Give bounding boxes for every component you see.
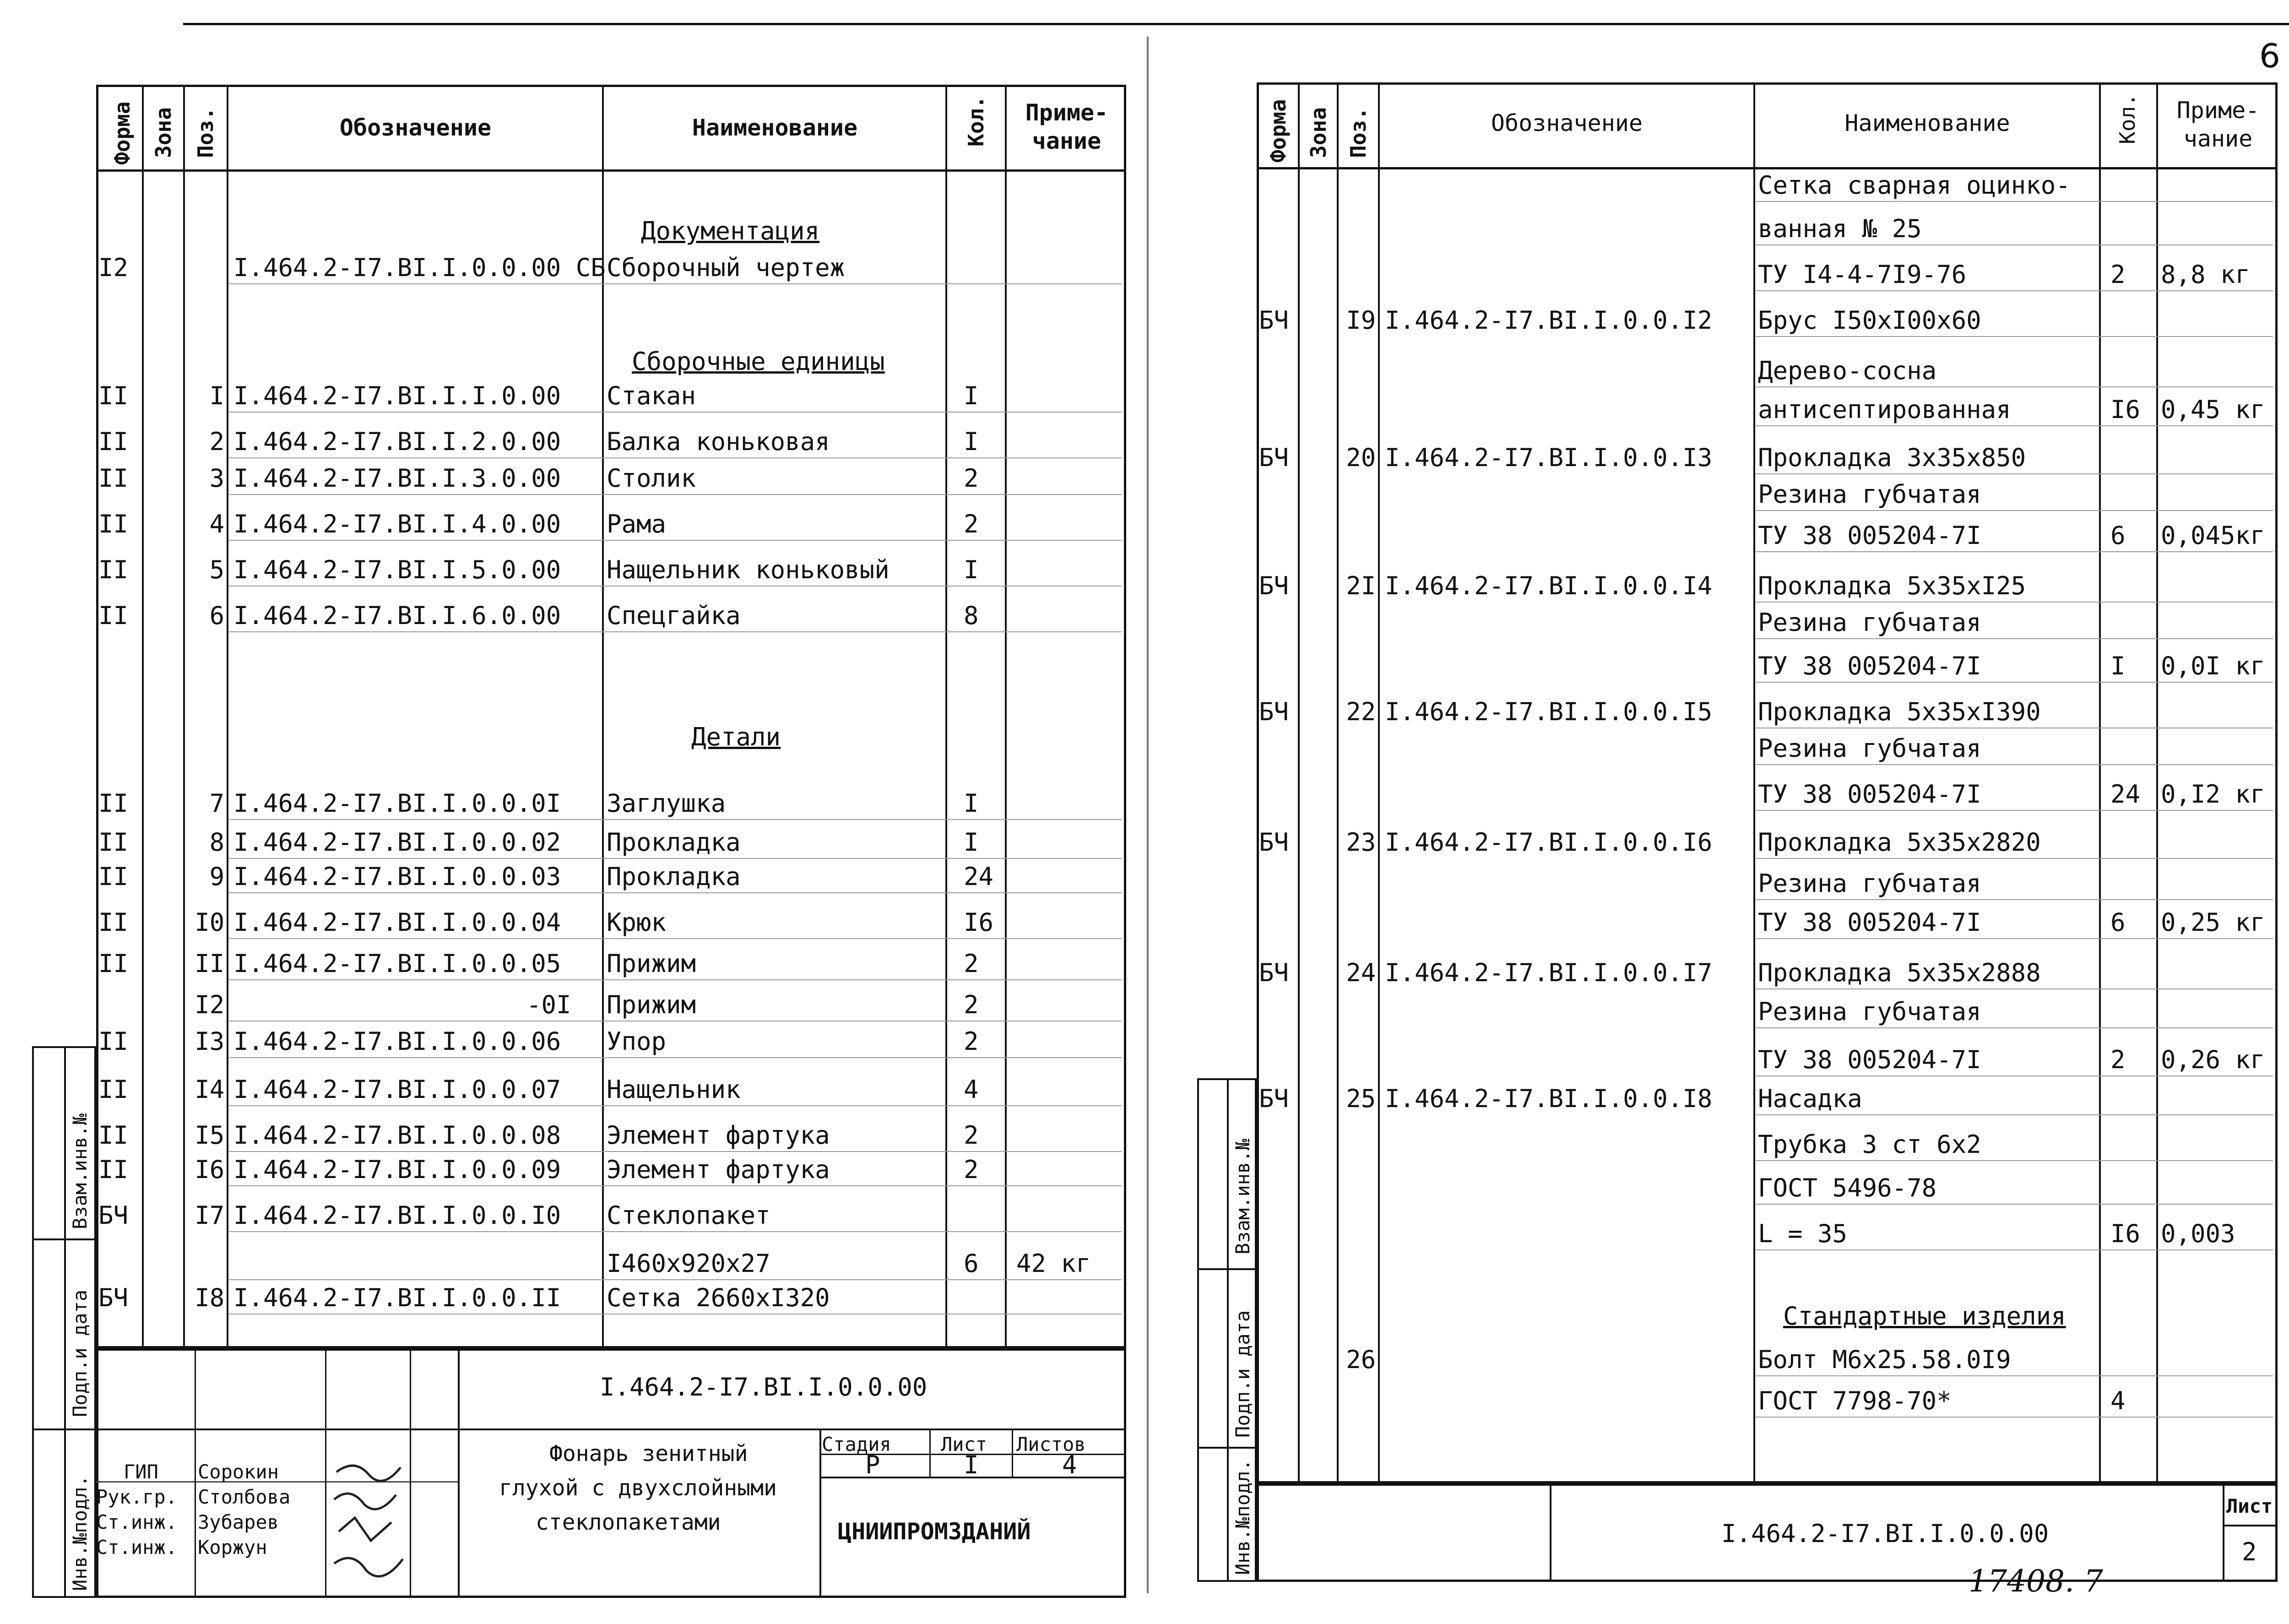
row-name: I460x920x27: [607, 1249, 770, 1278]
row-position: 8: [209, 828, 225, 857]
row-note: 0,26 кг: [2161, 1045, 2265, 1074]
row-position: I0: [195, 908, 225, 937]
row-quantity: I6: [964, 908, 994, 937]
row-name: антисептированная: [1758, 395, 2011, 424]
row-rule: [229, 494, 1122, 495]
row-rule: [1756, 473, 2273, 474]
row-rule: [1756, 1114, 2273, 1115]
row-rule: [1756, 510, 2273, 511]
row-designation: I.464.2-I7.BI.I.I.0.00: [233, 381, 561, 410]
row-format: БЧ: [1259, 1084, 1289, 1113]
header-name: Наименование: [692, 114, 858, 141]
row-designation: I.464.2-I7.BI.I.0.0.I2: [1385, 306, 1713, 335]
stamp-inv-replace: Взам.инв.№: [1231, 1139, 1254, 1255]
row-format: II: [98, 1027, 129, 1056]
signatory-name-2: Столбова: [198, 1486, 291, 1508]
row-name: Резина губчатая: [1758, 608, 1981, 637]
row-designation: I.464.2-I7.BI.I.0.0.08: [233, 1121, 561, 1150]
center-divider: [1147, 37, 1149, 1593]
footer-code: I.464.2-I7.BI.I.0.0.00: [1721, 1519, 2049, 1548]
row-format: БЧ: [1259, 443, 1289, 472]
row-name: ГОСТ 7798-70*: [1758, 1386, 1952, 1415]
row-name: Прокладка 5x35x2820: [1758, 828, 2041, 857]
stamp-sign-date: Подп.и дата: [69, 1289, 91, 1417]
row-name: Элемент фартука: [607, 1121, 830, 1150]
row-rule: [1756, 858, 2273, 859]
row-designation: I.464.2-I7.BI.I.0.0.II: [233, 1283, 561, 1312]
row-format: II: [98, 427, 129, 456]
row-designation: I.464.2-I7.BI.I.0.0.07: [233, 1075, 561, 1104]
row-position: II: [195, 949, 225, 978]
row-name: ТУ 38 005204-7I: [1758, 652, 1981, 680]
row-format: II: [98, 908, 129, 937]
row-rule: [229, 1151, 1122, 1152]
top-rule: [183, 23, 2289, 25]
row-name: ванная № 25: [1758, 214, 1922, 243]
title-line-2: глухой с двухслойными: [499, 1475, 777, 1501]
row-position: I: [209, 381, 225, 410]
header-designation: Обозначение: [339, 114, 492, 141]
row-format: II: [98, 1155, 129, 1184]
row-format: БЧ: [98, 1283, 129, 1312]
row-format: II: [98, 949, 129, 978]
row-position: I2: [195, 990, 225, 1019]
header-zone: Зона: [1306, 107, 1331, 158]
row-rule: [1756, 602, 2273, 603]
row-format: БЧ: [1259, 697, 1289, 726]
row-rule: [1756, 551, 2273, 552]
row-designation: I.464.2-I7.BI.I.0.0.02: [233, 828, 561, 857]
row-rule: [1756, 425, 2273, 426]
row-name: Прокладка 3x35x850: [1758, 443, 2026, 472]
row-quantity: 6: [964, 1249, 979, 1278]
organization: ЦНИИПРОМЗДАНИЙ: [838, 1518, 1031, 1545]
row-rule: [1756, 201, 2273, 202]
row-designation: I.464.2-I7.BI.I.3.0.00: [233, 464, 561, 493]
row-name: Прижим: [607, 990, 696, 1019]
row-name: ТУ 38 005204-7I: [1758, 908, 1981, 937]
row-name: Сетка 2660xI320: [607, 1283, 830, 1312]
row-position: 26: [1346, 1345, 1376, 1374]
section-standard-items: Стандартные изделия: [1783, 1302, 2066, 1331]
row-note: 0,0I кг: [2161, 652, 2265, 680]
row-rule: [1756, 1075, 2273, 1076]
row-designation: I.464.2-I7.BI.I.0.0.I3: [1385, 443, 1713, 472]
row-designation: I.464.2-I7.BI.I.0.0.06: [233, 1027, 561, 1056]
header-qty: Кол.: [2115, 93, 2140, 144]
row-quantity: I: [2110, 652, 2126, 680]
row-position: I3: [195, 1027, 225, 1056]
header-zone: Зона: [151, 107, 176, 158]
row-name: Трубка 3 ст 6x2: [1758, 1130, 1981, 1159]
row-format: II: [98, 510, 129, 538]
row-rule: [1756, 1417, 2273, 1418]
row-note: 0,003: [2161, 1219, 2235, 1248]
row-designation: I.464.2-I7.BI.I.0.0.I4: [1385, 571, 1713, 600]
row-rule: [1756, 938, 2273, 939]
row-name: Столик: [607, 464, 696, 493]
row-note: 0,25 кг: [2161, 908, 2265, 937]
signatory-role-2: Рук.гр.: [96, 1486, 178, 1508]
row-designation: I.464.2-I7.BI.I.0.0.I8: [1385, 1084, 1713, 1113]
row-designation: I.464.2-I7.BI.I.4.0.00: [233, 510, 561, 538]
row-position: 2I: [1346, 571, 1376, 600]
row-name: L = 35: [1758, 1219, 1848, 1248]
row-position: 20: [1346, 443, 1376, 472]
row-format: БЧ: [98, 1201, 129, 1230]
header-format: Форма: [110, 101, 135, 165]
row-position: I8: [195, 1283, 225, 1312]
row-designation: I.464.2-I7.BI.I.0.0.I0: [233, 1201, 561, 1230]
row-quantity: I: [964, 555, 979, 584]
row-quantity: 4: [2110, 1386, 2126, 1415]
stamp-inv-replace: Взам.инв.№: [69, 1113, 91, 1229]
row-format: II: [98, 464, 129, 493]
row-name: Нащельник коньковый: [607, 555, 890, 584]
row-name: Болт М6x25.58.0I9: [1758, 1345, 2011, 1374]
row-designation: I.464.2-I7.BI.I.0.0.04: [233, 908, 561, 937]
row-designation: I.464.2-I7.BI.I.0.0.03: [233, 862, 561, 891]
row-name: Упор: [607, 1027, 667, 1056]
row-rule: [229, 819, 1122, 820]
header-qty: Кол.: [964, 96, 988, 147]
stage-value: Р: [865, 1450, 880, 1479]
row-rule: [229, 540, 1122, 541]
row-format: II: [98, 1121, 129, 1150]
row-name: Стакан: [607, 381, 696, 410]
row-format: II: [98, 789, 129, 818]
row-name: Дерево-сосна: [1758, 356, 1937, 385]
row-quantity: I: [964, 381, 979, 410]
row-name: Брус I50xI00x60: [1758, 306, 1981, 335]
row-position: I7: [195, 1201, 225, 1230]
row-name: ТУ 38 005204-7I: [1758, 780, 1981, 809]
row-rule: [1756, 682, 2273, 683]
row-format: БЧ: [1259, 958, 1289, 987]
title-line-1: Фонарь зенитный: [549, 1441, 748, 1466]
row-rule: [229, 1279, 1122, 1280]
row-name: Прижим: [607, 949, 696, 978]
sheet-value: I: [964, 1450, 979, 1479]
right-spec-sheet: [1231, 82, 2278, 1575]
row-name: ТУ I4-4-7I9-76: [1758, 260, 1967, 289]
signatory-role-3: Ст.инж.: [96, 1511, 178, 1533]
row-position: I4: [195, 1075, 225, 1104]
row-quantity: 2: [964, 990, 979, 1019]
row-name: ГОСТ 5496-78: [1758, 1173, 1937, 1202]
row-designation: I.464.2-I7.BI.I.0.0.I5: [1385, 697, 1713, 726]
row-rule: [1756, 1375, 2273, 1376]
signatory-name-3: Зубарев: [198, 1511, 279, 1533]
row-name: Балка коньковая: [607, 427, 830, 456]
row-note: 0,45 кг: [2161, 395, 2265, 424]
row-name: Прокладка 5x35x2888: [1758, 958, 2041, 987]
row-quantity: 2: [964, 1121, 979, 1150]
row-name: Нащельник: [607, 1075, 741, 1104]
row-rule: [1756, 810, 2273, 811]
header-pos: Поз.: [193, 107, 218, 158]
sheets-value: 4: [1062, 1450, 1077, 1479]
row-quantity: 24: [964, 862, 994, 891]
row-rule: [1756, 1160, 2273, 1161]
row-position: I5: [195, 1121, 225, 1150]
row-rule: [1756, 1204, 2273, 1205]
signatures: [327, 1454, 410, 1596]
row-name: Резина губчатая: [1758, 997, 1981, 1026]
title-line-3: стеклопакетами: [536, 1510, 721, 1535]
row-position: 7: [209, 789, 225, 818]
stamp-inv-orig: Инв.№подл.: [1231, 1459, 1254, 1575]
row-name: Насадка: [1758, 1084, 1862, 1113]
row-rule: [1756, 1027, 2273, 1028]
row-rule: [229, 1231, 1122, 1232]
row-designation: I.464.2-I7.BI.I.2.0.00: [233, 427, 561, 456]
row-quantity: 6: [2110, 908, 2126, 937]
row-position: 24: [1346, 958, 1376, 987]
row-name: Крюк: [607, 908, 667, 937]
section-parts: Детали: [691, 722, 781, 751]
row-position: 5: [209, 555, 225, 584]
row-name: Прокладка: [607, 862, 741, 891]
handwritten-note: 17408. 7: [1969, 1564, 2103, 1599]
row-designation: I.464.2-I7.BI.I.0.0.I7: [1385, 958, 1713, 987]
row-format: II: [98, 601, 129, 630]
row-note: 0,I2 кг: [2161, 780, 2265, 809]
footer-sheet-label: Лист: [2226, 1495, 2273, 1517]
row-quantity: I: [964, 427, 979, 456]
row-name: Стеклопакет: [607, 1201, 770, 1230]
row-rule: [1756, 638, 2273, 639]
header-designation: Обозначение: [1491, 110, 1643, 136]
row-quantity: 2: [2110, 1045, 2126, 1074]
row-rule: [1756, 244, 2273, 245]
row-position: 23: [1346, 828, 1376, 857]
row-name: Заглушка: [607, 789, 726, 818]
row-rule: [229, 586, 1122, 587]
row-format: II: [98, 1075, 129, 1104]
footer-sheet-value: 2: [2242, 1537, 2257, 1566]
row-position: I9: [1346, 306, 1376, 335]
row-quantity: 2: [964, 1027, 979, 1056]
signatory-name-4: Коржун: [198, 1536, 267, 1559]
header-pos: Поз.: [1346, 107, 1371, 158]
row-position: 2: [209, 427, 225, 456]
header-format: Форма: [1266, 99, 1291, 163]
row-quantity: 2: [964, 464, 979, 493]
row-quantity: 2: [2110, 260, 2126, 289]
row-name: Элемент фартука: [607, 1155, 830, 1184]
row-position: 4: [209, 510, 225, 538]
row-rule: [229, 1057, 1122, 1058]
row-rule: [1756, 336, 2273, 337]
row-quantity: 2: [964, 510, 979, 538]
row-format: II: [98, 381, 129, 410]
stage-label: Стадия: [822, 1433, 891, 1456]
row-designation: -0I: [526, 990, 571, 1019]
row-name: Сборочный чертеж: [607, 253, 845, 282]
row-format: I2: [98, 253, 129, 282]
sheet-label: Лист: [941, 1433, 987, 1456]
row-quantity: 24: [2110, 780, 2141, 809]
row-quantity: 6: [2110, 521, 2126, 550]
page-number: 6: [2259, 37, 2280, 75]
stamp-inv-orig: Инв.№подл.: [69, 1475, 91, 1591]
row-name: Резина губчатая: [1758, 480, 1981, 509]
left-spec-sheet: [69, 85, 1126, 1591]
row-designation: I.464.2-I7.BI.I.0.0.00 СБ: [233, 253, 606, 282]
row-rule: [229, 412, 1122, 413]
row-quantity: 2: [964, 949, 979, 978]
row-quantity: I: [964, 789, 979, 818]
row-position: I6: [195, 1155, 225, 1184]
row-designation: I.464.2-I7.BI.I.0.0.0I: [233, 789, 561, 818]
row-rule: [1756, 764, 2273, 765]
row-position: 25: [1346, 1084, 1376, 1113]
row-rule: [1756, 290, 2273, 291]
row-format: II: [98, 555, 129, 584]
row-rule: [229, 938, 1122, 939]
row-name: Резина губчатая: [1758, 734, 1981, 763]
stamp-sign-date: Подп.и дата: [1231, 1310, 1254, 1438]
row-format: БЧ: [1259, 828, 1289, 857]
row-quantity: I6: [2110, 1219, 2141, 1248]
row-designation: I.464.2-I7.BI.I.0.0.09: [233, 1155, 561, 1184]
section-documentation: Документация: [641, 217, 820, 245]
row-position: 6: [209, 601, 225, 630]
row-rule: [1756, 899, 2273, 900]
row-quantity: 4: [964, 1075, 979, 1104]
row-rule: [229, 631, 1122, 632]
row-rule: [229, 457, 1122, 458]
row-position: 3: [209, 464, 225, 493]
row-rule: [1756, 386, 2273, 387]
section-assembly-units: Сборочные единицы: [632, 347, 885, 376]
row-rule: [229, 979, 1122, 980]
row-rule: [229, 858, 1122, 859]
header-note: Приме- чание: [1025, 99, 1108, 154]
row-name: Рама: [607, 510, 667, 538]
row-rule: [229, 1185, 1122, 1186]
row-name: Прокладка: [607, 828, 741, 857]
row-position: 22: [1346, 697, 1376, 726]
signatory-role-4: Ст.инж.: [96, 1536, 178, 1559]
row-format: II: [98, 828, 129, 857]
signatory-name-1: Сорокин: [198, 1461, 279, 1483]
row-note: 8,8 кг: [2161, 260, 2251, 289]
header-note: Приме- чание: [2176, 97, 2260, 152]
row-quantity: I6: [2110, 395, 2141, 424]
row-rule: [229, 1105, 1122, 1106]
row-name: Резина губчатая: [1758, 869, 1981, 898]
row-rule: [229, 892, 1122, 893]
row-name: Спецгайка: [607, 601, 741, 630]
row-quantity: 8: [964, 601, 979, 630]
signatory-role-1: ГИП: [124, 1461, 158, 1483]
row-position: 9: [209, 862, 225, 891]
row-name: Прокладка 5x35xI390: [1758, 697, 2041, 726]
row-note: 0,045кг: [2161, 521, 2265, 550]
row-rule: [229, 283, 1122, 284]
row-name: Прокладка 5x35xI25: [1758, 571, 2026, 600]
row-designation: I.464.2-I7.BI.I.0.0.I6: [1385, 828, 1713, 857]
row-quantity: 2: [964, 1155, 979, 1184]
row-rule: [1756, 1249, 2273, 1250]
row-designation: I.464.2-I7.BI.I.5.0.00: [233, 555, 561, 584]
row-name: Сетка сварная оцинко-: [1758, 171, 2071, 200]
header-name: Наименование: [1844, 110, 2010, 136]
row-name: ТУ 38 005204-7I: [1758, 1045, 1981, 1074]
row-quantity: I: [964, 828, 979, 857]
title-code: I.464.2-I7.BI.I.0.0.00: [600, 1373, 928, 1401]
row-format: БЧ: [1259, 306, 1289, 335]
row-format: БЧ: [1259, 571, 1289, 600]
row-name: ТУ 38 005204-7I: [1758, 521, 1981, 550]
row-note: 42 кг: [1016, 1249, 1091, 1278]
sheets-label: Листов: [1016, 1433, 1086, 1456]
row-designation: I.464.2-I7.BI.I.6.0.00: [233, 601, 561, 630]
row-designation: I.464.2-I7.BI.I.0.0.05: [233, 949, 561, 978]
row-format: II: [98, 862, 129, 891]
